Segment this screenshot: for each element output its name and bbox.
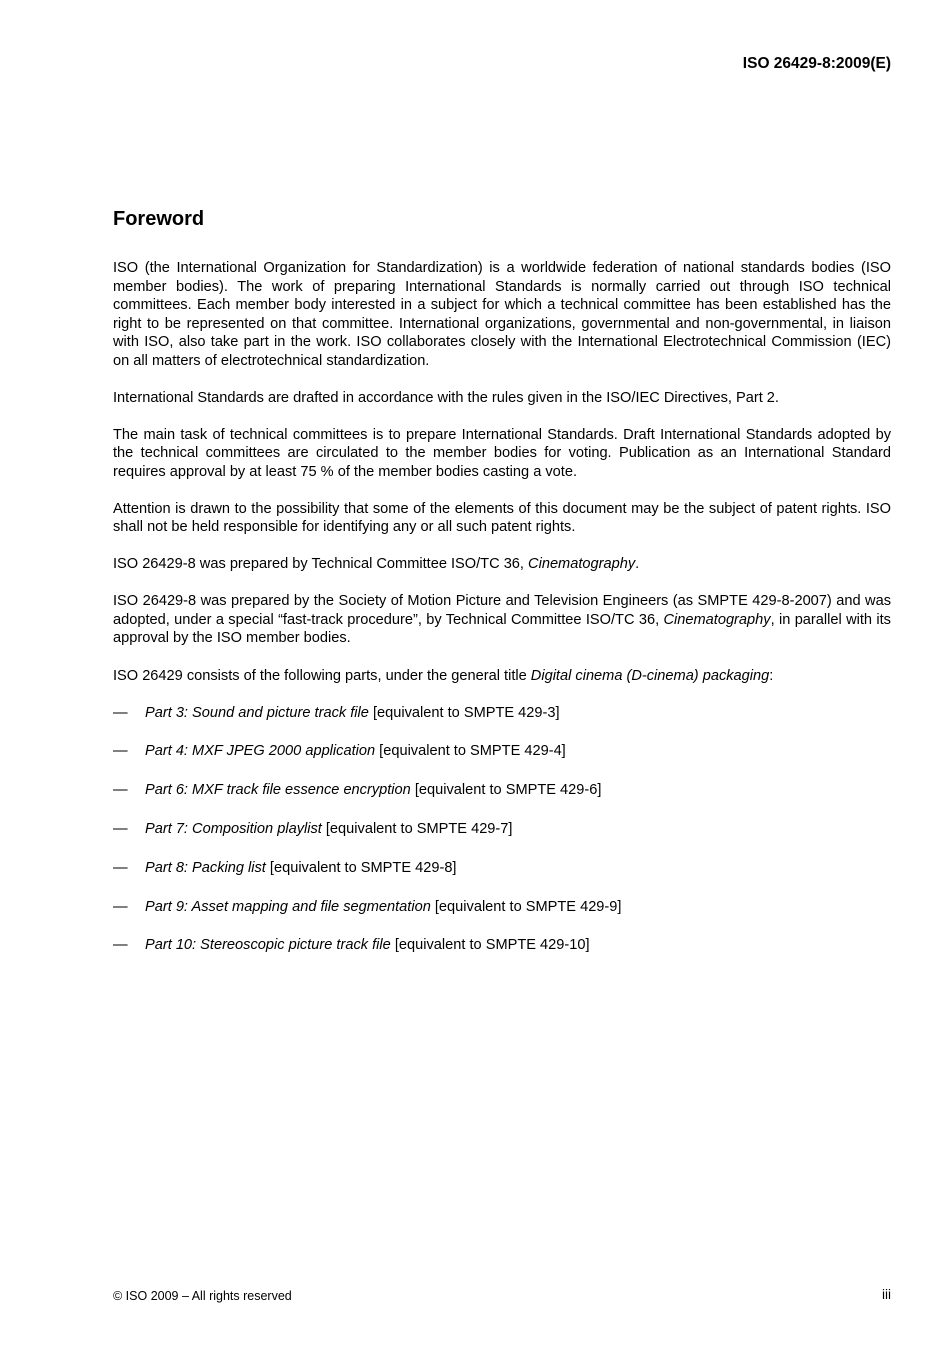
paragraph-smpte-adoption xyxy=(113,592,891,648)
italic-text: Cinematography xyxy=(663,611,771,628)
list-dash: — xyxy=(113,704,128,721)
part-title: Part 4: MXF JPEG 2000 application xyxy=(145,743,376,760)
list-dash: — xyxy=(113,859,128,876)
paragraph-patent-notice: Attention is drawn to the possibility that some of the elements of this document may be the subject of patent rights. ISO shall not be held responsible for identifying any or all such patent rights. xyxy=(113,500,891,536)
paragraph-parts-intro xyxy=(113,667,891,686)
italic-text: Digital cinema (D-cinema) packaging xyxy=(530,667,770,684)
part-reference: [equivalent to SMPTE 429-6] xyxy=(410,782,602,799)
list-item xyxy=(113,898,891,917)
text-run: ISO 26429-8 was prepared by the Society of Motion Picture and Television Engineers (as SMPTE 429-8-2007) and was adopted, under a special “fast-track procedure”, by Technical Committee ISO/TC 36, xyxy=(113,593,891,628)
document-identifier: ISO 26429-8:2009(E) xyxy=(742,55,891,72)
italic-text: Cinematography xyxy=(528,556,636,573)
text-run: , in parallel with its approval by the ISO member bodies. xyxy=(113,611,891,647)
paragraph-committee-task: The main task of technical committees is to prepare International Standards. Draft International Standards adopted by the technical committees are circulated to the member bodies for voting. Publication as an International Standard requires approval by at least 75 % of the member bodies casting a vote. xyxy=(113,426,891,480)
list-item xyxy=(113,781,891,800)
part-title: Part 7: Composition playlist xyxy=(145,821,322,838)
section-title: Foreword xyxy=(113,208,205,230)
page-number: iii xyxy=(882,1287,891,1302)
copyright-notice: © ISO 2009 – All rights reserved xyxy=(113,1289,292,1303)
text-run: . xyxy=(635,556,640,573)
part-title: Part 9: Asset mapping and file segmentation xyxy=(145,898,431,915)
list-item xyxy=(113,936,891,955)
paragraph-iso-intro: ISO (the International Organization for Standardization) is a worldwide federation of national standards bodies (ISO member bodies). The work of preparing International Standards is normally carried out through ISO technical committees. Each member body interested in a subject for which a technical committee has been established has the right to be represented on that committee. International organizations, governmental and non-governmental, in liaison with ISO, also take part in the work. ISO collaborates closely with the International Electrotechnical Commission (IEC) on all matters of electrotechnical standardization. xyxy=(113,260,891,369)
part-reference: [equivalent to SMPTE 429-8] xyxy=(265,859,457,876)
list-item xyxy=(113,704,891,723)
paragraph-prepared-by xyxy=(113,555,891,574)
text-run: ISO 26429-8 was prepared by Technical Committee ISO/TC 36, xyxy=(113,556,529,573)
list-dash: — xyxy=(113,743,128,760)
part-reference: [equivalent to SMPTE 429-3] xyxy=(368,704,560,721)
foreword-body xyxy=(113,259,891,975)
part-title: Part 6: MXF track file essence encryption xyxy=(145,782,411,799)
part-title: Part 3: Sound and picture track file xyxy=(145,704,369,721)
parts-list xyxy=(113,704,891,955)
list-dash: — xyxy=(113,937,128,954)
part-reference: [equivalent to SMPTE 429-10] xyxy=(390,937,590,954)
list-dash: — xyxy=(113,782,128,799)
list-item xyxy=(113,742,891,761)
text-run: ISO 26429 consists of the following parts, under the general title xyxy=(113,667,531,684)
paragraph-directives: International Standards are drafted in accordance with the rules given in the ISO/IEC Directives, Part 2. xyxy=(113,389,779,406)
part-reference: [equivalent to SMPTE 429-9] xyxy=(430,898,622,915)
part-reference: [equivalent to SMPTE 429-4] xyxy=(375,743,566,760)
part-reference: [equivalent to SMPTE 429-7] xyxy=(321,821,513,838)
part-title: Part 10: Stereoscopic picture track file xyxy=(145,937,391,954)
list-item xyxy=(113,859,891,878)
text-run: : xyxy=(769,667,774,684)
list-dash: — xyxy=(113,898,128,915)
part-title: Part 8: Packing list xyxy=(145,859,266,876)
list-dash: — xyxy=(113,821,128,838)
list-item xyxy=(113,820,891,839)
